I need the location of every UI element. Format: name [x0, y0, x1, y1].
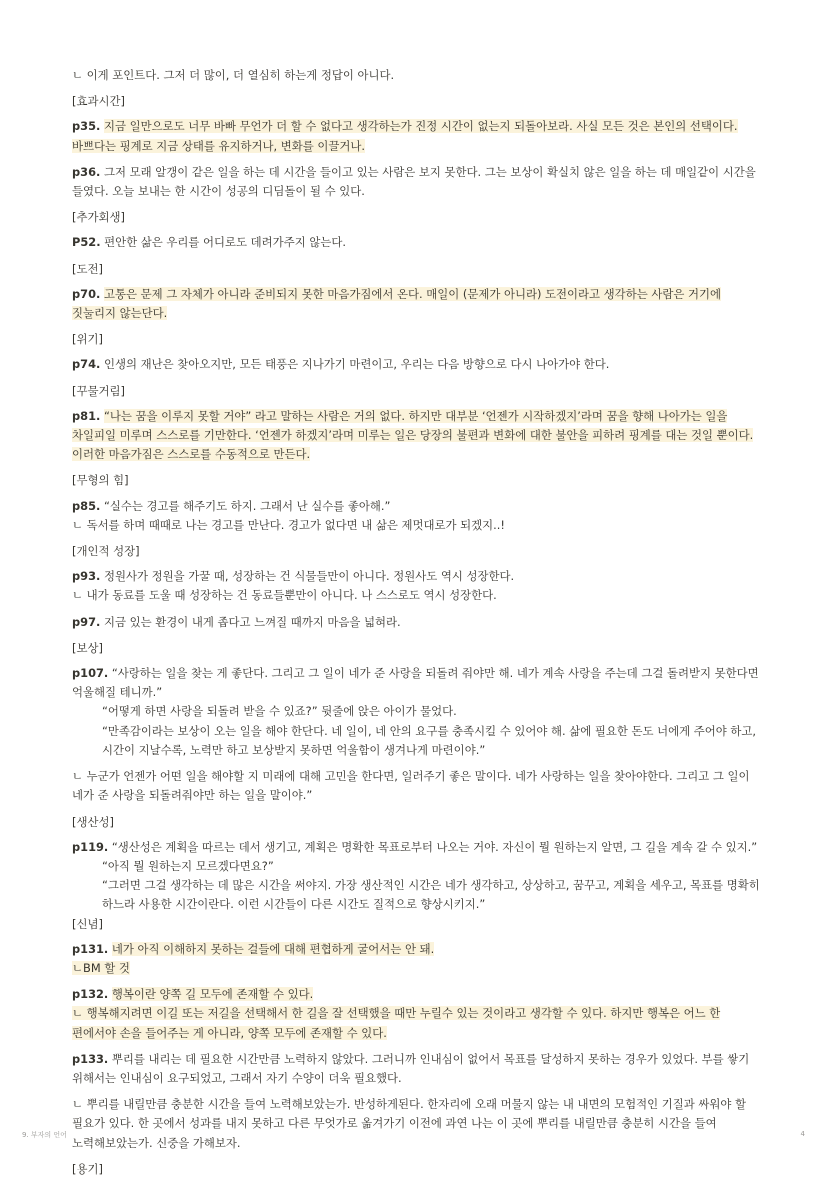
section-heading: [위기] [72, 332, 103, 347]
note-line: ㄴ 뿌리를 내릴만큼 충분한 시간을 들여 노력해보았는가. 반성하게된다. 한자리에 오래 머물지 않는 내 내면의 모험적인 기질과 싸워야 할 필요가 있다. 한 곳에서 성과를 내지 못하고 다른 무엇가로 옮겨가기 이전에 과연 나는 이 곳에 뿌리를 내릴만큼 충분히 시간을 들여 노력해보았는가. 신중을 가해보자. [72, 1097, 746, 1150]
page-ref: p70. [72, 286, 101, 301]
highlighted-text: ㄴ 행복해지려면 이길 또는 저길을 선택해서 한 길을 잘 선택했을 때만 누릴수 있는 것이라고 생각할 수 있다. 하지만 행복은 어느 한 편에서야 손을 들어주는 게 아니라, 양쪽 모두에 존재할 수 있다. [72, 1006, 721, 1040]
page-ref: p132. [72, 987, 109, 1002]
quote-p85 [72, 497, 762, 516]
page-ref: p131. [72, 941, 109, 956]
quote-p131 [72, 940, 762, 959]
page-ref: p97. [72, 614, 101, 629]
page-ref: p133. [72, 1051, 109, 1066]
quote-text: 지금 있는 환경이 내게 좁다고 느껴질 때까지 마음을 넓혀라. [103, 614, 401, 629]
section-heading: [효과시간] [72, 94, 125, 109]
page-ref: p74. [72, 357, 101, 372]
quote-p70 [72, 285, 762, 323]
dialogue-line: “그러면 그걸 생각하는 데 많은 시간을 써야지. 가장 생산적인 시간은 네가 생각하고, 상상하고, 꿈꾸고, 계획을 세우고, 목표를 명확히 하느라 사용한 시간이란다. 이런 시간들이 다른 시간도 질적으로 향상시키지.” [102, 878, 760, 912]
page-footer [22, 1130, 805, 1140]
quote-text: 편안한 삶은 우리를 어디로도 데려가주지 않는다. [104, 235, 346, 250]
quote-text: 뿌리를 내리는 데 필요한 시간만큼 노력하지 않았다. 그러니까 인내심이 없어서 목표를 달성하지 못하는 경우가 있었다. 부를 쌓기 위해서는 인내심이 요구되었고, 그래서 자기 수양이 더욱 필요했다. [72, 1051, 750, 1085]
page-ref: p81. [72, 408, 101, 423]
highlighted-text: ㄴBM 할 것 [72, 960, 130, 975]
highlighted-text: 고통은 문제 그 자체가 아니라 준비되지 못한 마음가짐에서 온다. 매일이 (문제가 아니라) 도전이라고 생각하는 사람은 거기에 짓눌리지 않는단다. [72, 286, 721, 321]
quote-text: “생산성은 계획을 따르는 데서 생기고, 계획은 명확한 목표로부터 나오는 거야. 자신이 뭘 원하는지 알면, 그 길을 계속 갈 수 있지.” [111, 839, 758, 854]
note-line: ㄴ 이게 포인트다. 그저 더 많이, 더 열심히 하는게 정답이 아니다. [72, 68, 395, 82]
quote-p36 [72, 163, 762, 201]
note-line [72, 1004, 762, 1042]
note-line: ㄴ 독서를 하며 때때로 나는 경고를 만난다. 경고가 없다면 내 삶은 제멋대로가 되겠지..! [72, 517, 505, 532]
quote-p97 [72, 613, 762, 632]
highlighted-text: 네가 아직 이해하지 못하는 걸들에 대해 편협하게 굴어서는 안 돼. [111, 941, 435, 956]
quote-p52 [72, 233, 762, 252]
quote-p81 [72, 407, 762, 465]
highlighted-text: “나는 꿈을 이루지 못할 거야” 라고 말하는 사람은 거의 없다. 하지만 대부분 ‘언젠가 시작하겠지’라며 꿈을 향해 나아가는 일을 차일피일 미루며 스스로를 기만한다. ‘언젠가 하겠지’라며 미루는 일은 당장의 불편과 변화에 대한 불안을 피하려 핑계를 대는 것일 뿐이다. 이러한 마음가짐은 스스로를 수동적으로 만든다. [72, 408, 754, 462]
section-heading: [무형의 힘] [72, 473, 129, 488]
quote-text: 인생의 재난은 찾아오지만, 모든 태풍은 지나가기 마련이고, 우리는 다음 방향으로 다시 나아가야 한다. [103, 357, 610, 372]
page-ref: p107. [72, 666, 109, 681]
quote-p133 [72, 1050, 762, 1088]
page-ref: p93. [72, 569, 101, 584]
quote-p132 [72, 985, 762, 1004]
quote-p93 [72, 567, 762, 586]
section-heading: [개인적 성장] [72, 544, 140, 559]
note-line [72, 959, 762, 978]
section-heading: [용기] [72, 1161, 103, 1176]
section-heading: [도전] [72, 261, 103, 276]
highlighted-text: 행복이란 양쪽 길 모두에 존재할 수 있다. [111, 987, 314, 1002]
page-ref: p85. [72, 498, 101, 513]
highlighted-text: 지금 일만으로도 너무 바빠 무언가 더 할 수 없다고 생각하는가 진정 시간이 없는지 되돌아보라. 사실 모든 것은 본인의 선택이다. 바쁘다는 핑계로 지금 상태를 유지하거나, 변화를 이끌거나. [72, 119, 738, 153]
dialogue-line: “어떻게 하면 사랑을 되돌려 받을 수 있죠?” 뒷줄에 앉은 아이가 물었다. [102, 704, 457, 719]
page-number: 4 [800, 1130, 805, 1138]
quote-p119 [72, 838, 762, 857]
quote-text: “실수는 경고를 해주기도 하지. 그래서 난 실수를 좋아해.” [103, 498, 391, 513]
section-heading: [추가회생] [72, 210, 125, 225]
page-ref: P52. [72, 235, 101, 250]
quote-p107 [72, 664, 762, 702]
section-heading: [보상] [72, 640, 103, 655]
quote-p74 [72, 355, 762, 374]
page-ref: p119. [72, 839, 109, 854]
dialogue-line: “아직 뭘 원하는지 모르겠다면요?” [102, 858, 274, 873]
quote-p35 [72, 117, 762, 155]
note-line: ㄴ 내가 동료를 도울 때 성장하는 건 동료들뿐만이 아니다. 나 스스로도 역시 성장한다. [72, 588, 497, 603]
section-heading: [꾸물거림] [72, 383, 125, 398]
note-line: ㄴ 누군가 언젠가 어떤 일을 해야할 지 미래에 대해 고민을 한다면, 일러주기 좋은 말이다. 네가 사랑하는 일을 찾아야한다. 그리고 그 일이 네가 준 사랑을 되돌려줘야만 하는 일을 말이야.” [72, 769, 750, 803]
section-heading: [생산성] [72, 814, 114, 829]
page-ref: p35. [72, 119, 101, 134]
section-heading: [신념] [72, 916, 103, 931]
page-ref: p36. [72, 164, 101, 179]
dialogue-line: “만족감이라는 보상이 오는 일을 해야 한단다. 네 일이, 네 안의 요구를 충족시킬 수 있어야 해. 삶에 필요한 돈도 너에게 주어야 하고, 시간이 지날수록, 노력만 하고 보상받지 못하면 억울함이 생겨나게 마련이야.” [102, 723, 756, 757]
quote-text: 그저 모래 알갱이 같은 일을 하는 데 시간을 들이고 있는 사람은 보지 못한다. 그는 보상이 확실치 않은 일을 하는 데 매일같이 시간을 들였다. 오늘 보내는 한 시간이 성공의 디딤돌이 될 수 있다. [72, 164, 756, 199]
quote-text: 정원사가 정원을 가꿀 때, 성장하는 건 식물들만이 아니다. 정원사도 역시 성장한다. [103, 569, 515, 584]
document-body [72, 66, 762, 1185]
footer-title: 9. 부자의 언어 [22, 1131, 67, 1139]
quote-text: “사랑하는 일을 찾는 게 좋단다. 그리고 그 일이 네가 준 사랑을 되돌려 줘야만 해. 네가 계속 사랑을 주는데 그걸 돌려받지 못한다면 억울해질 테니까.” [72, 666, 759, 700]
